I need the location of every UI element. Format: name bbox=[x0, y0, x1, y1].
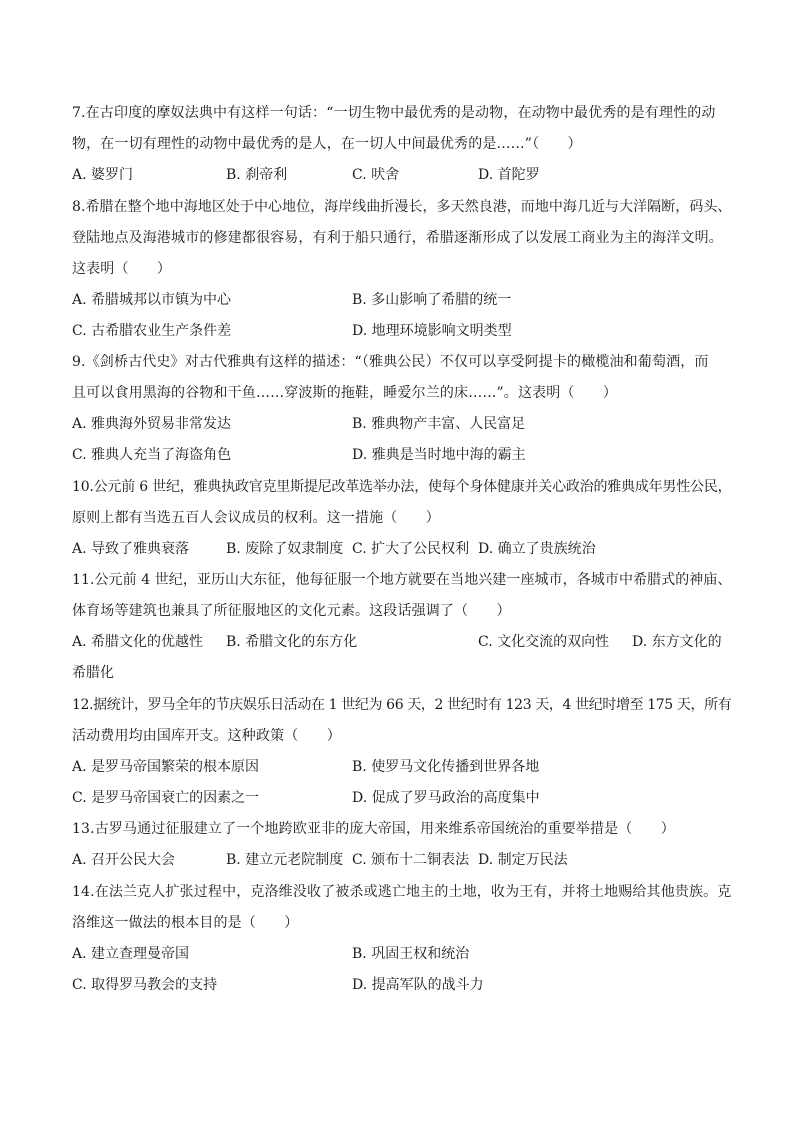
question-stem-line: 登陆地点及海港城市的修建都很容易，有利于船只通行，希腊逐渐形成了以发展工商业为主的海洋文明。 bbox=[72, 230, 723, 246]
option-b: B. 建立元老院制度 bbox=[226, 852, 344, 868]
option-a: A. 建立查理曼帝国 bbox=[72, 946, 190, 962]
option-d: D. 确立了贵族统治 bbox=[478, 541, 596, 557]
option-c: C. 吠舍 bbox=[352, 167, 400, 183]
option-c: C. 颁布十二铜表法 bbox=[352, 852, 470, 868]
question-stem-line: 11.公元前 4 世纪，亚历山大东征，他每征服一个地方就要在当地兴建一座城市，各城市中希腊式的神庙、 bbox=[72, 572, 732, 588]
question-stem-line: 9.《剑桥古代史》对古代雅典有这样的描述：“（雅典公民）不仅可以享受阿提卡的橄榄油和葡萄酒，而 bbox=[72, 354, 709, 370]
question-stem-line: 12.据统计，罗马全年的节庆娱乐日活动在 1 世纪为 66 天，2 世纪时有 123 天，4 世纪时增至 175 天，所有 bbox=[72, 697, 732, 713]
option-c: C. 取得罗马教会的支持 bbox=[72, 977, 218, 993]
question-stem-line: 这表明（ ） bbox=[72, 261, 172, 277]
option-d: D. 首陀罗 bbox=[478, 167, 540, 183]
question-stem-line: 洛维这一做法的根本目的是（ ） bbox=[72, 915, 299, 931]
option-c: C. 文化交流的双向性 bbox=[478, 634, 610, 650]
option-d: D. 东方文化的 bbox=[632, 634, 722, 650]
question-stem-line: 活动费用均由国库开支。这种政策（ ） bbox=[72, 728, 341, 744]
option-c: C. 古希腊农业生产条件差 bbox=[72, 323, 232, 339]
option-a: A. 召开公民大会 bbox=[72, 852, 176, 868]
question-stem-line: 且可以食用黑海的谷物和干鱼……穿波斯的拖鞋，睡爱尔兰的床……”。这表明（ ） bbox=[72, 385, 618, 401]
option-a: A. 希腊文化的优越性 bbox=[72, 634, 204, 650]
option-c: C. 是罗马帝国衰亡的因素之一 bbox=[72, 790, 260, 806]
option-b: B. 希腊文化的东方化 bbox=[226, 634, 358, 650]
option-d: D. 地理环境影响文明类型 bbox=[352, 323, 512, 339]
option-a: A. 雅典海外贸易非常发达 bbox=[72, 416, 232, 432]
option-a: A. 导致了雅典衰落 bbox=[72, 541, 190, 557]
option-c: C. 扩大了公民权利 bbox=[352, 541, 470, 557]
option-b: B. 刹帝利 bbox=[226, 167, 288, 183]
option-d: D. 雅典是当时地中海的霸主 bbox=[352, 447, 526, 463]
option-c: C. 雅典人充当了海盗角色 bbox=[72, 447, 232, 463]
question-stem-line: 体育场等建筑也兼具了所征服地区的文化元素。这段话强调了（ ） bbox=[72, 603, 511, 619]
option-d: D. 促成了罗马政治的高度集中 bbox=[352, 790, 540, 806]
option-b: B. 使罗马文化传播到世界各地 bbox=[352, 759, 540, 775]
question-stem-line: 原则上都有当选五百人会议成员的权利。这一措施（ ） bbox=[72, 510, 440, 526]
option-a: A. 婆罗门 bbox=[72, 167, 134, 183]
question-stem-line: 14.在法兰克人扩张过程中，克洛维没收了被杀或逃亡地主的土地，收为王有，并将土地赐给其他贵族。克 bbox=[72, 884, 732, 900]
question-stem-line: 7.在古印度的摩奴法典中有这样一句话：“一切生物中最优秀的是动物，在动物中最优秀的是有理性的动 bbox=[72, 105, 716, 121]
option-b: B. 巩固王权和统治 bbox=[352, 946, 470, 962]
question-stem-line: 8.希腊在整个地中海地区处于中心地位，海岸线曲折漫长，多天然良港，而地中海几近与大洋隔断，码头、 bbox=[72, 199, 732, 215]
option-d-continuation: 希腊化 bbox=[72, 665, 114, 681]
option-a: A. 是罗马帝国繁荣的根本原因 bbox=[72, 759, 260, 775]
option-b: B. 雅典物产丰富、人民富足 bbox=[352, 416, 526, 432]
option-b: B. 废除了奴隶制度 bbox=[226, 541, 344, 557]
option-d: D. 制定万民法 bbox=[478, 852, 568, 868]
question-stem-line: 物，在一切有理性的动物中最优秀的是人，在一切人中间最优秀的是……”（ ） bbox=[72, 136, 582, 152]
question-stem-line: 13.古罗马通过征服建立了一个地跨欧亚非的庞大帝国，用来维系帝国统治的重要举措是（ ） bbox=[72, 821, 675, 837]
option-b: B. 多山影响了希腊的统一 bbox=[352, 292, 512, 308]
option-a: A. 希腊城邦以市镇为中心 bbox=[72, 292, 232, 308]
question-stem-line: 10.公元前 6 世纪，雅典执政官克里斯提尼改革选举办法，使每个身体健康并关心政治的雅典成年男性公民， bbox=[72, 479, 732, 495]
option-d: D. 提高军队的战斗力 bbox=[352, 977, 484, 993]
